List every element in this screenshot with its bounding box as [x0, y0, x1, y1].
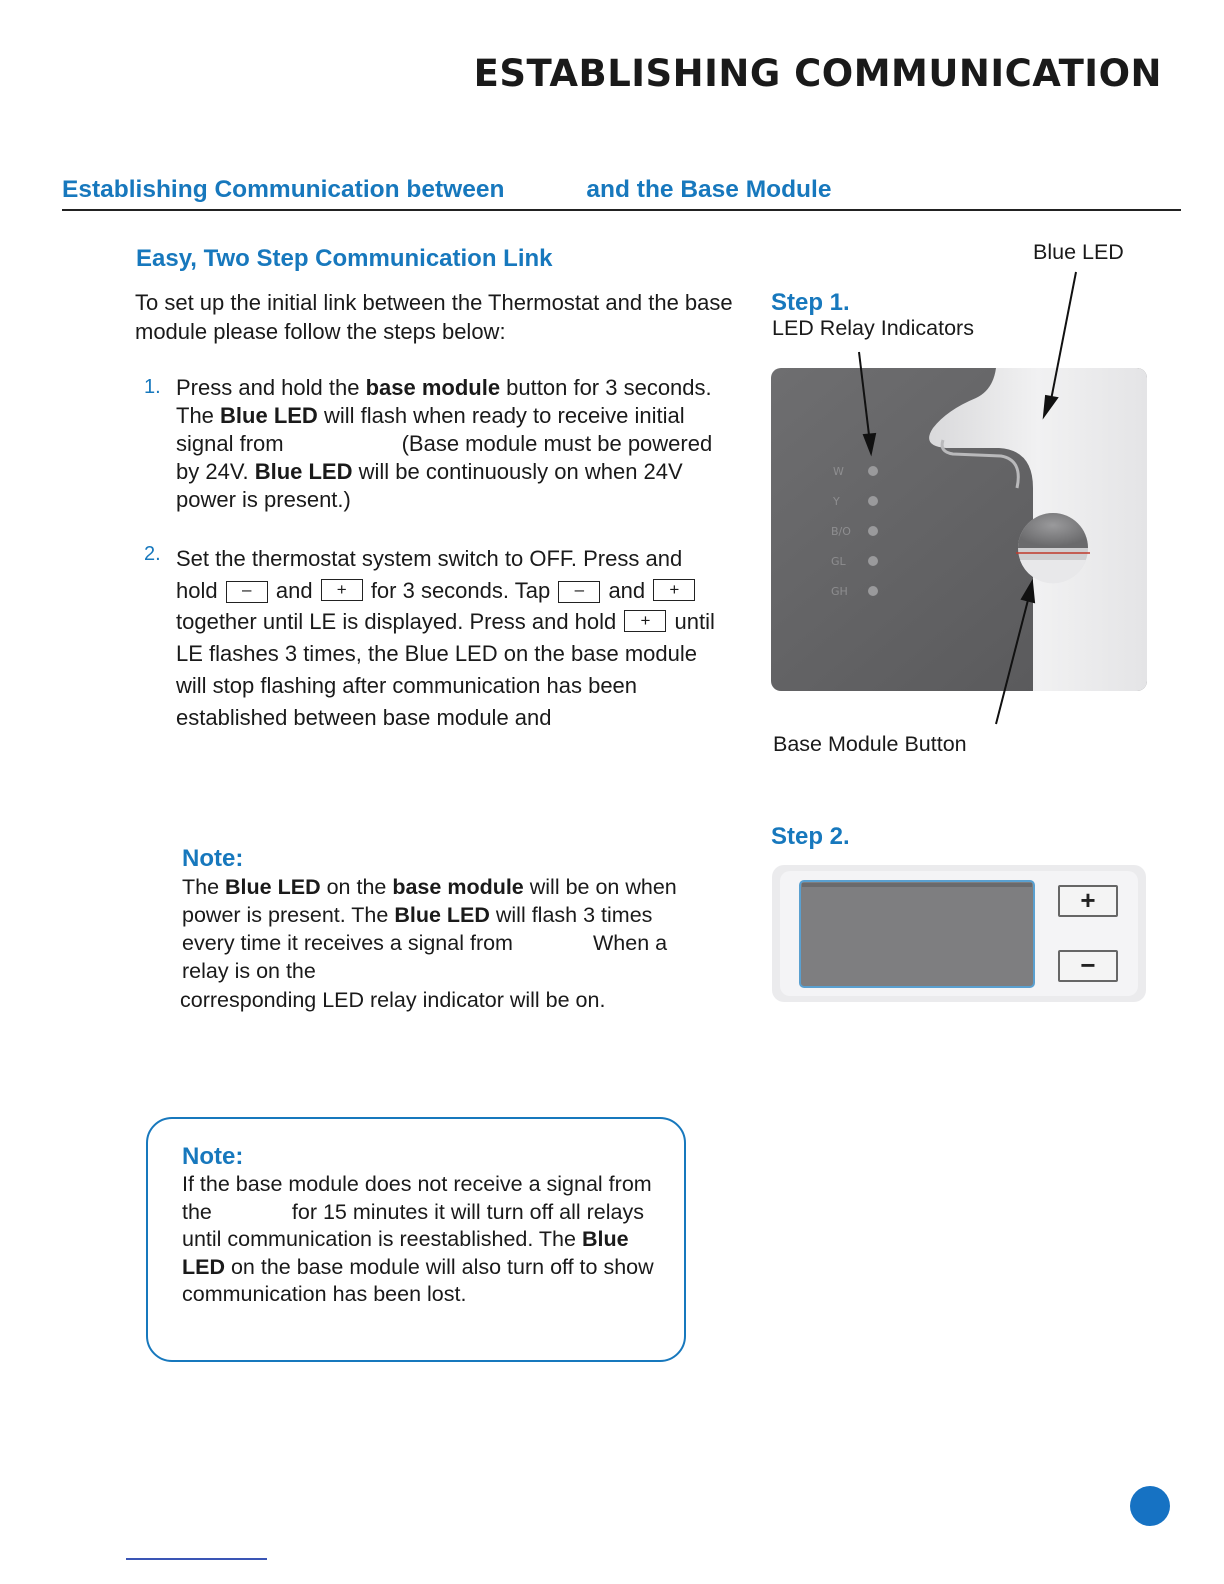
minus-key-icon: –: [226, 581, 268, 603]
step-1-text: Press and hold the base module button for 3 seconds. The Blue LED will flash when ready to receive initial signal from (Base module must be powered by 24V. Blue LED will be continuously on when 24V power is present.): [176, 375, 713, 512]
section-heading-right: and the Base Module: [586, 176, 832, 203]
minus-key-icon: −: [1058, 950, 1118, 982]
note-title: Note:: [182, 1143, 244, 1170]
svg-text:GH: GH: [831, 585, 848, 598]
plus-key-icon: +: [653, 579, 695, 601]
link-title: Easy, Two Step Communication Link: [136, 245, 553, 272]
footer-rule: [126, 1558, 267, 1560]
page-marker: [1130, 1486, 1170, 1526]
plus-key-icon: +: [1058, 885, 1118, 917]
svg-text:Y: Y: [833, 495, 840, 508]
annotation-arrows: [760, 260, 1100, 740]
note-body: If the base module does not receive a signal from the for 15 minutes it will turn off all relays until communication is reestablished. The Blue LED on the base module will also turn off to show communication has been lost.: [182, 1172, 654, 1307]
svg-text:W: W: [833, 465, 844, 478]
note-communication-lost: [182, 1143, 662, 1309]
step-1-label: Step 1.: [771, 289, 850, 316]
section-divider: [62, 209, 1181, 211]
step-2-text: Set the thermostat system switch to OFF. Press and hold – and + for 3 seconds. Tap – and + together until LE is displayed. Press and hold + until LE flashes 3 times, the Blue LED on the base module will stop flashing after communication has been established between base module and: [176, 546, 715, 730]
svg-text:B/O: B/O: [831, 525, 851, 538]
page-title: ESTABLISHING COMMUNICATION: [473, 52, 1162, 95]
section-heading-left: Establishing Communication between: [62, 176, 505, 203]
step-1-number: 1.: [144, 376, 161, 398]
section-heading: [62, 176, 831, 204]
blue-led-label: Blue LED: [1033, 240, 1124, 264]
link-intro: To set up the initial link between the Thermostat and the base module please follow the steps below:: [135, 290, 733, 344]
note-power: [182, 845, 682, 1015]
svg-text:GL: GL: [831, 555, 846, 568]
step-2-label: Step 2.: [771, 823, 850, 850]
thermostat-keypad-photo: [772, 865, 1146, 1002]
base-module-button-label: Base Module Button: [773, 732, 967, 756]
note-body: The Blue LED on the base module will be on when power is present. The Blue LED will flash 3 times every time it receives a signal from When a relay is on the corresponding LED relay indicator will be on.: [180, 875, 677, 1012]
led-relay-indicators-label: LED Relay Indicators: [772, 316, 974, 340]
plus-key-icon: +: [321, 579, 363, 601]
note-title: Note:: [182, 845, 244, 872]
plus-key-icon: +: [624, 610, 666, 632]
minus-key-icon: –: [558, 581, 600, 603]
step-2-number: 2.: [144, 543, 161, 565]
